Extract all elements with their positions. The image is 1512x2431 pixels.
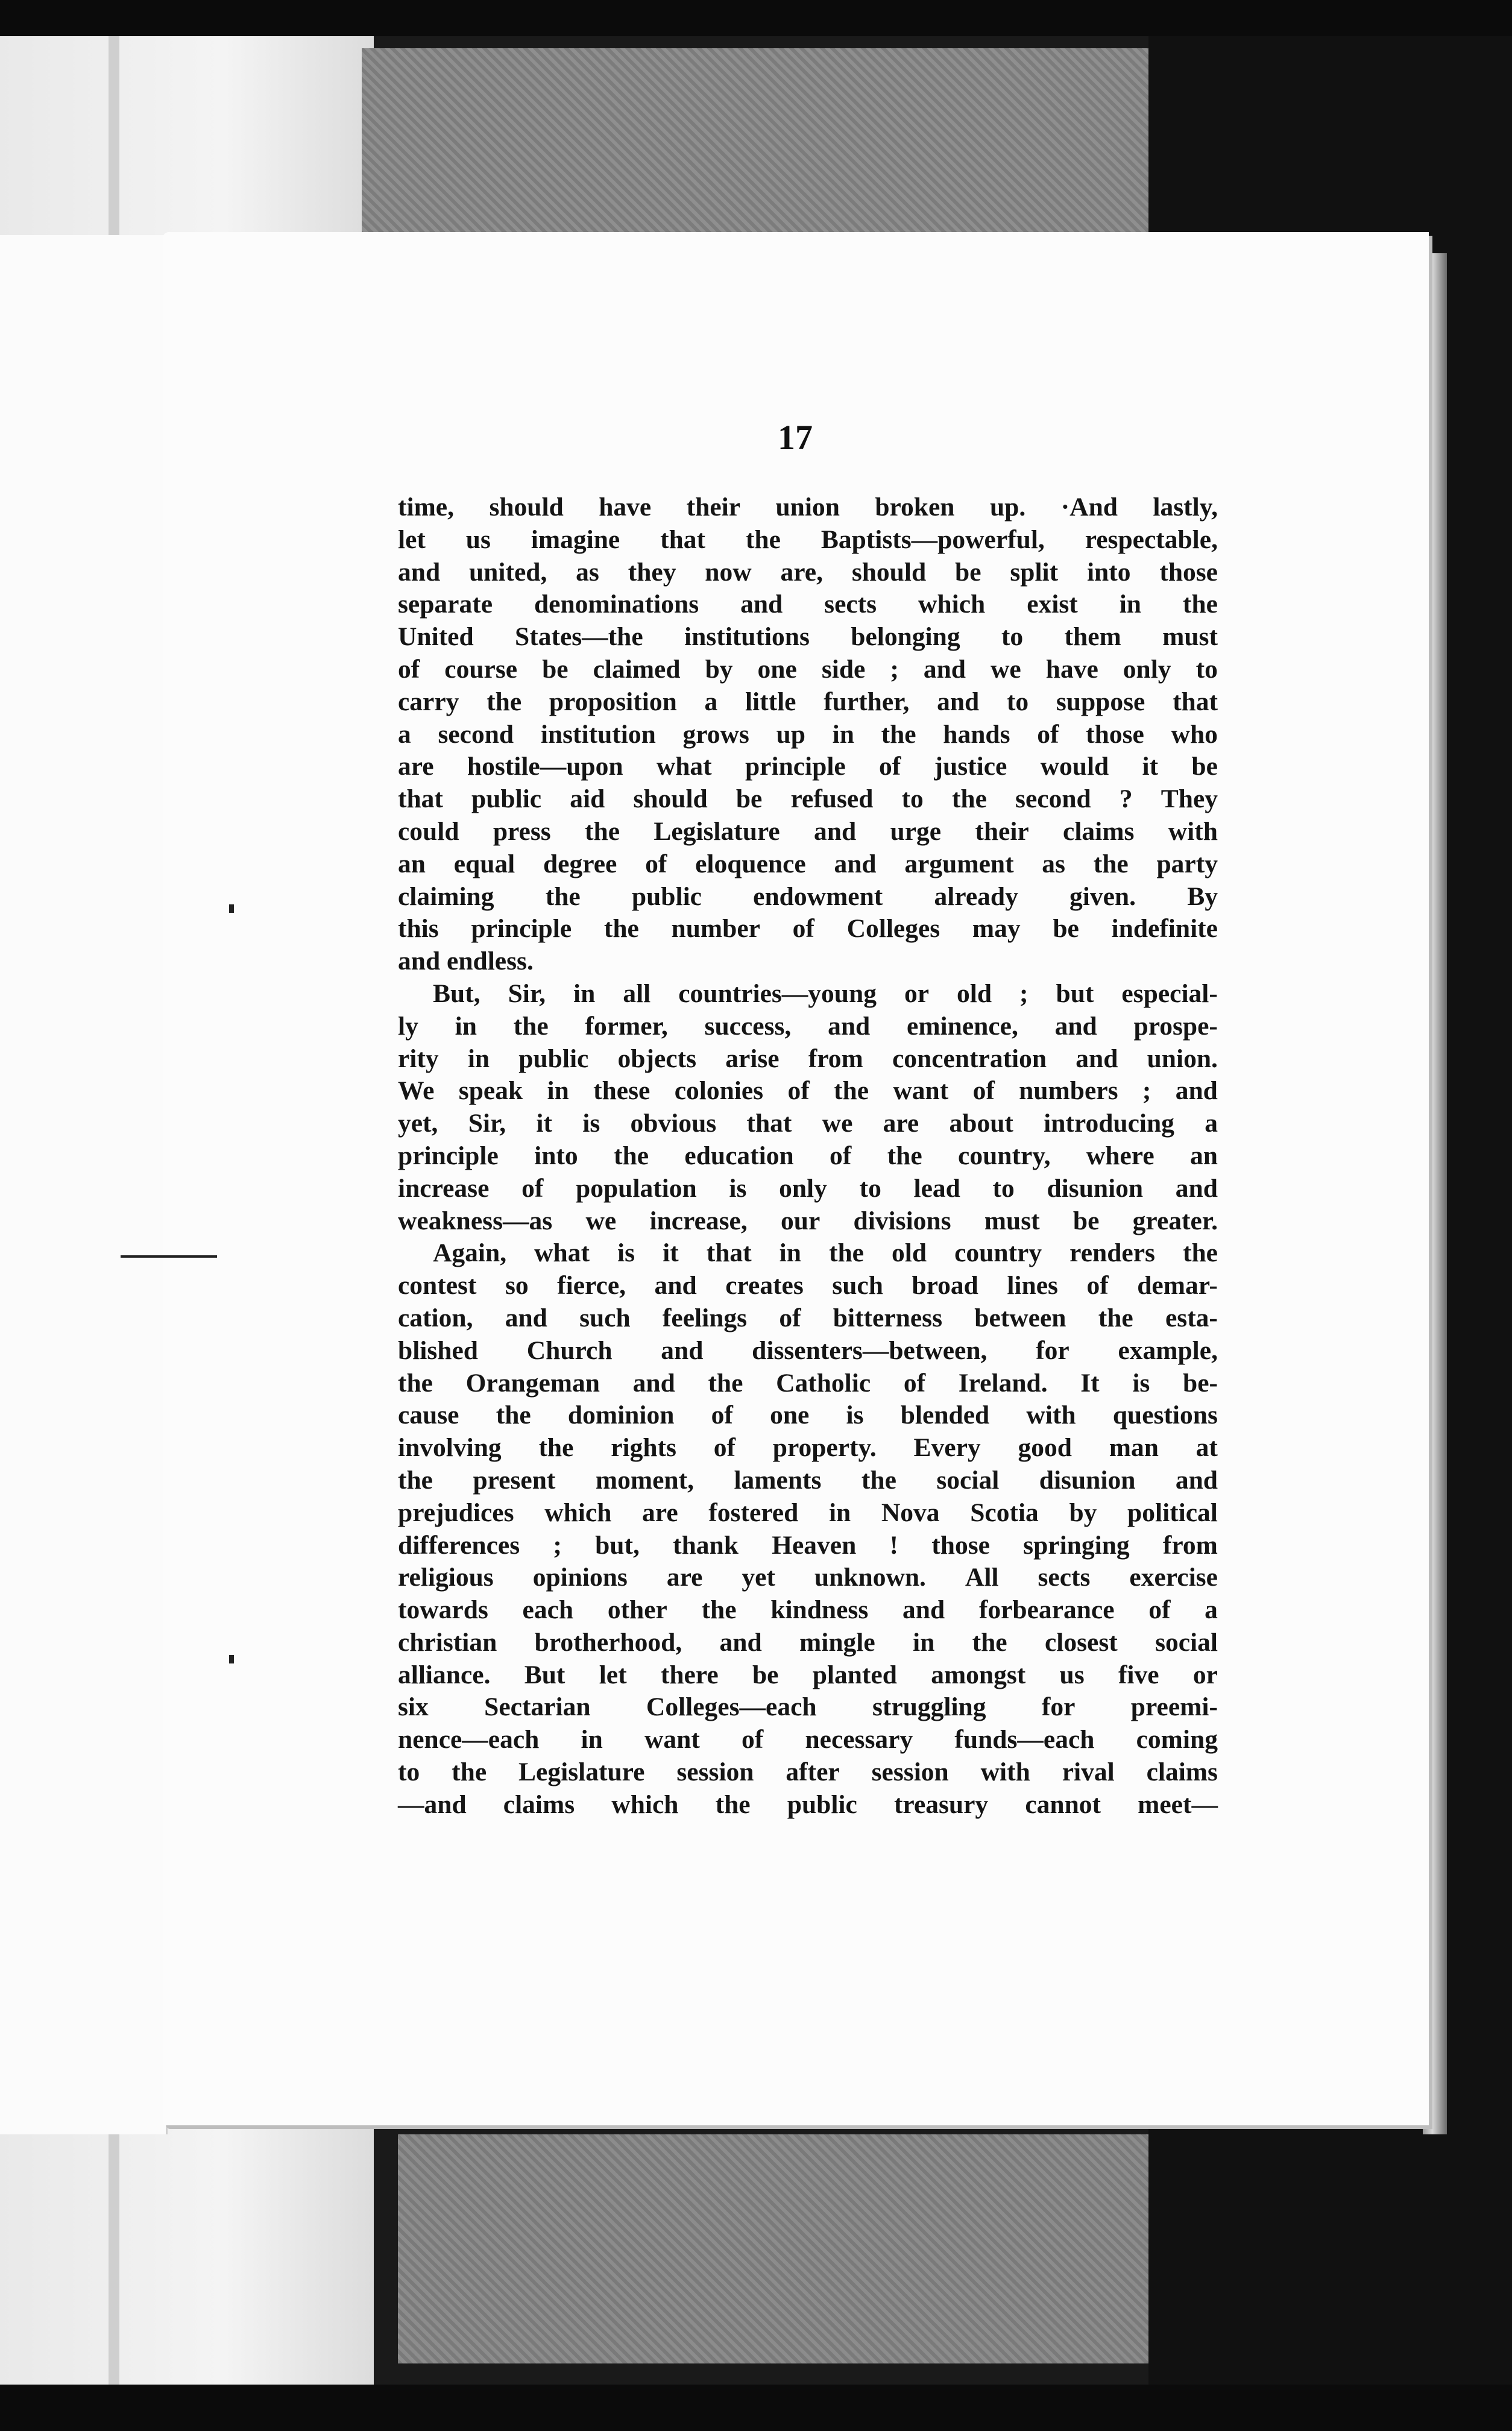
scan-border-bottom (0, 2385, 1512, 2431)
cover-cloth-bottom (398, 2134, 1158, 2363)
left-page-edge (0, 235, 168, 2134)
text-line: weakness—as we increase, our divisions must be greater. (398, 1206, 1218, 1235)
text-line: and united, as they now are, should be split into those (398, 557, 1218, 587)
text-line: cation, and such feelings of bitterness between the esta- (398, 1303, 1218, 1332)
text-line: that public aid should be refused to the second ? They (398, 784, 1218, 814)
text-line: a second institution grows up in the hands of those who (398, 719, 1218, 749)
text-line: We speak in these colonies of the want of numbers ; and (398, 1076, 1218, 1106)
text-line: —and claims which the public treasury cannot meet— (398, 1789, 1218, 1819)
text-line: are hostile—upon what principle of justice would it be (398, 752, 1218, 781)
margin-mark (121, 1255, 217, 1258)
text-line: towards each other the kindness and forbearance of a (398, 1595, 1218, 1625)
text-line: to the Legislature session after session with rival claims (398, 1758, 1218, 1787)
text-line: nence—each in want of necessary funds—each coming (398, 1725, 1218, 1755)
text-line: separate denominations and sects which exist in the (398, 590, 1218, 619)
text-line: let us imagine that the Baptists—powerful, respectable, (398, 525, 1218, 554)
text-line: six Sectarian Colleges—each struggling for preemi- (398, 1692, 1218, 1722)
margin-mark (229, 904, 234, 913)
margin-mark (229, 1655, 234, 1663)
text-line: an equal degree of eloquence and argument as the party (398, 849, 1218, 878)
scan-border-top (0, 0, 1512, 36)
text-line: increase of population is only to lead to disunion and (398, 1173, 1218, 1203)
text-line: United States—the institutions belonging to them must (398, 622, 1218, 652)
text-line: carry the proposition a little further, and to suppose that (398, 687, 1218, 716)
text-line: ly in the former, success, and eminence, and prospe- (398, 1011, 1218, 1041)
text-line: differences ; but, thank Heaven ! those springing from (398, 1530, 1218, 1560)
text-line: and endless. (398, 947, 534, 976)
text-line: of course be claimed by one side ; and we have only to (398, 654, 1218, 684)
page-number: 17 (778, 418, 813, 457)
body-text (398, 491, 1218, 1821)
text-line: religious opinions are yet unknown. All sects exercise (398, 1563, 1218, 1592)
text-line: involving the rights of property. Every good man at (398, 1433, 1218, 1463)
text-line: time, should have their union broken up. ·And lastly, (398, 493, 1218, 522)
text-line: yet, Sir, it is obvious that we are about introducing a (398, 1109, 1218, 1138)
text-line: christian brotherhood, and mingle in the closest social (398, 1627, 1218, 1657)
text-line: the Orangeman and the Catholic of Ireland. It is be- (398, 1368, 1218, 1398)
text-line: this principle the number of Colleges may be indefinite (398, 914, 1218, 944)
text-line: could press the Legislature and urge their claims with (398, 816, 1218, 846)
text-line: But, Sir, in all countries—young or old ; but especial- (433, 979, 1218, 1008)
text-line: contest so fierce, and creates such broad lines of demar- (398, 1271, 1218, 1301)
text-line: principle into the education of the country, where an (398, 1141, 1218, 1170)
text-line: rity in public objects arise from concentration and union. (398, 1044, 1218, 1073)
text-line: claiming the public endowment already given. By (398, 881, 1218, 911)
text-line: alliance. But let there be planted amongst us five or (398, 1660, 1218, 1689)
cover-cloth-top (362, 48, 1151, 235)
text-line: the present moment, laments the social disunion and (398, 1465, 1218, 1495)
text-line: prejudices which are fostered in Nova Scotia by political (398, 1498, 1218, 1527)
text-line: blished Church and dissenters—between, for example, (398, 1335, 1218, 1365)
text-line: cause the dominion of one is blended with questions (398, 1401, 1218, 1430)
text-line: Again, what is it that in the old country renders the (433, 1238, 1218, 1268)
